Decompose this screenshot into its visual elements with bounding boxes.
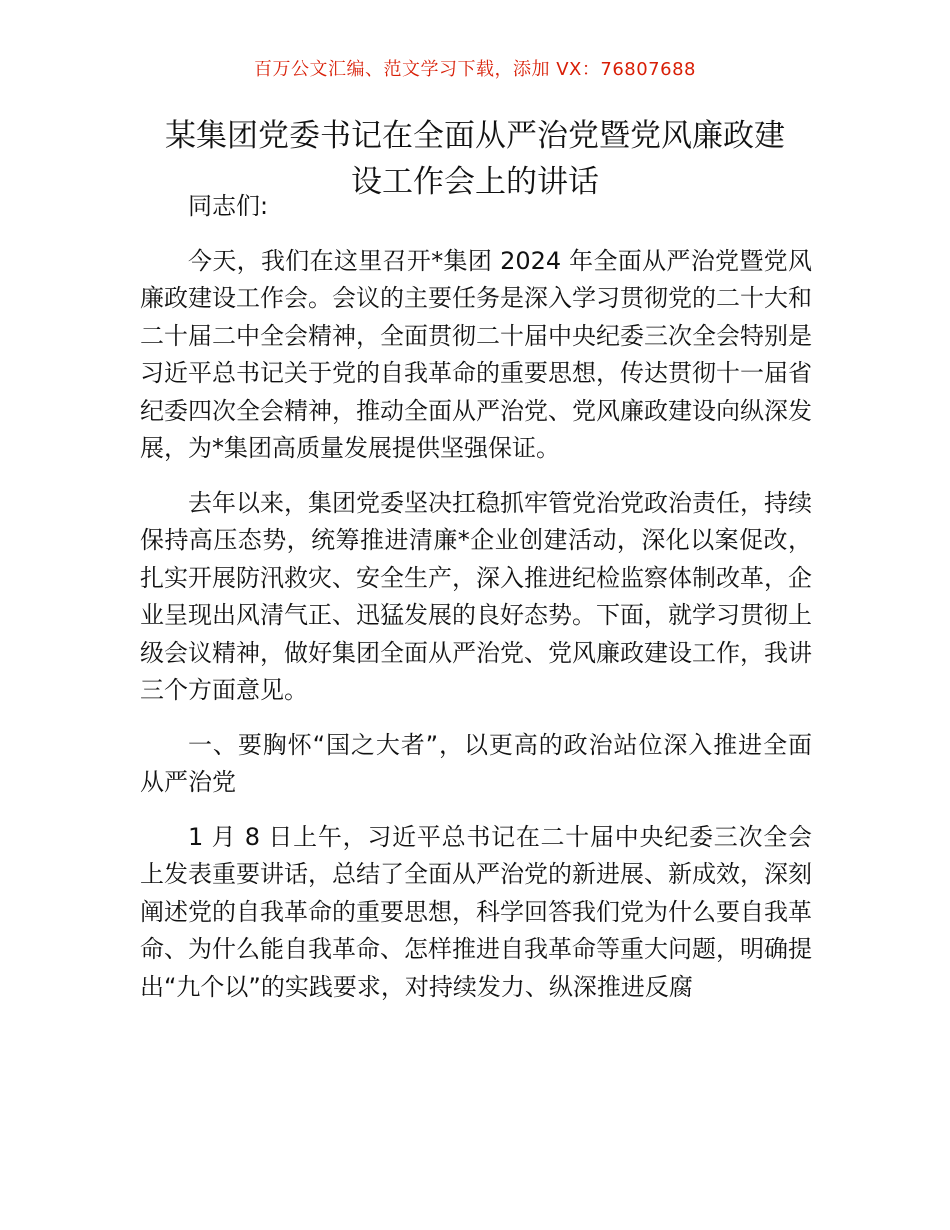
- paragraph-2: 去年以来，集团党委坚决扛稳抓牢管党治党政治责任，持续保持高压态势，统筹推进清廉*企业创建活动，深化以案促改，扎实开展防汛救灾、安全生产，深入推进纪检监察体制改革，企业呈现出风清气正、迅猛发展的良好态势。下面，就学习贯彻上级会议精神，做好集团全面从严治党、党风廉政建设工作，我讲三个方面意见。: [140, 488, 812, 704]
- section-heading-1: 一、要胸怀“国之大者”，以更高的政治站位深入推进全面从严治党: [140, 730, 812, 796]
- paragraph-3: 1 月 8 日上午，习近平总书记在二十届中央纪委三次全会上发表重要讲话，总结了全面从严治党的新进展、新成效，深刻阐述党的自我革命的重要思想，科学回答我们党为什么要自我革命、为什么能自我革命、怎样推进自我革命等重大问题，明确提出“九个以”的实践要求，对持续发力、纵深推进反腐: [140, 822, 812, 1001]
- salutation: 同志们:: [188, 192, 269, 220]
- header-watermark-note: 百万公文汇编、范文学习下载，添加 VX：76807688: [254, 59, 696, 80]
- title-line-1: 某集团党委书记在全面从严治党暨党风廉政建: [165, 118, 785, 154]
- document-body: [140, 188, 812, 1023]
- paragraph-1: 今天，我们在这里召开*集团 2024 年全面从严治党暨党风廉政建设工作会。会议的主要任务是深入学习贯彻党的二十大和二十届二中全会精神，全面贯彻二十届中央纪委三次全会特别是习近平总书记关于党的自我革命的重要思想，传达贯彻十一届省纪委四次全会精神，推动全面从严治党、党风廉政建设向纵深发展，为*集团高质量发展提供坚强保证。: [140, 246, 812, 462]
- title-line-2: 设工作会上的讲话: [351, 164, 599, 200]
